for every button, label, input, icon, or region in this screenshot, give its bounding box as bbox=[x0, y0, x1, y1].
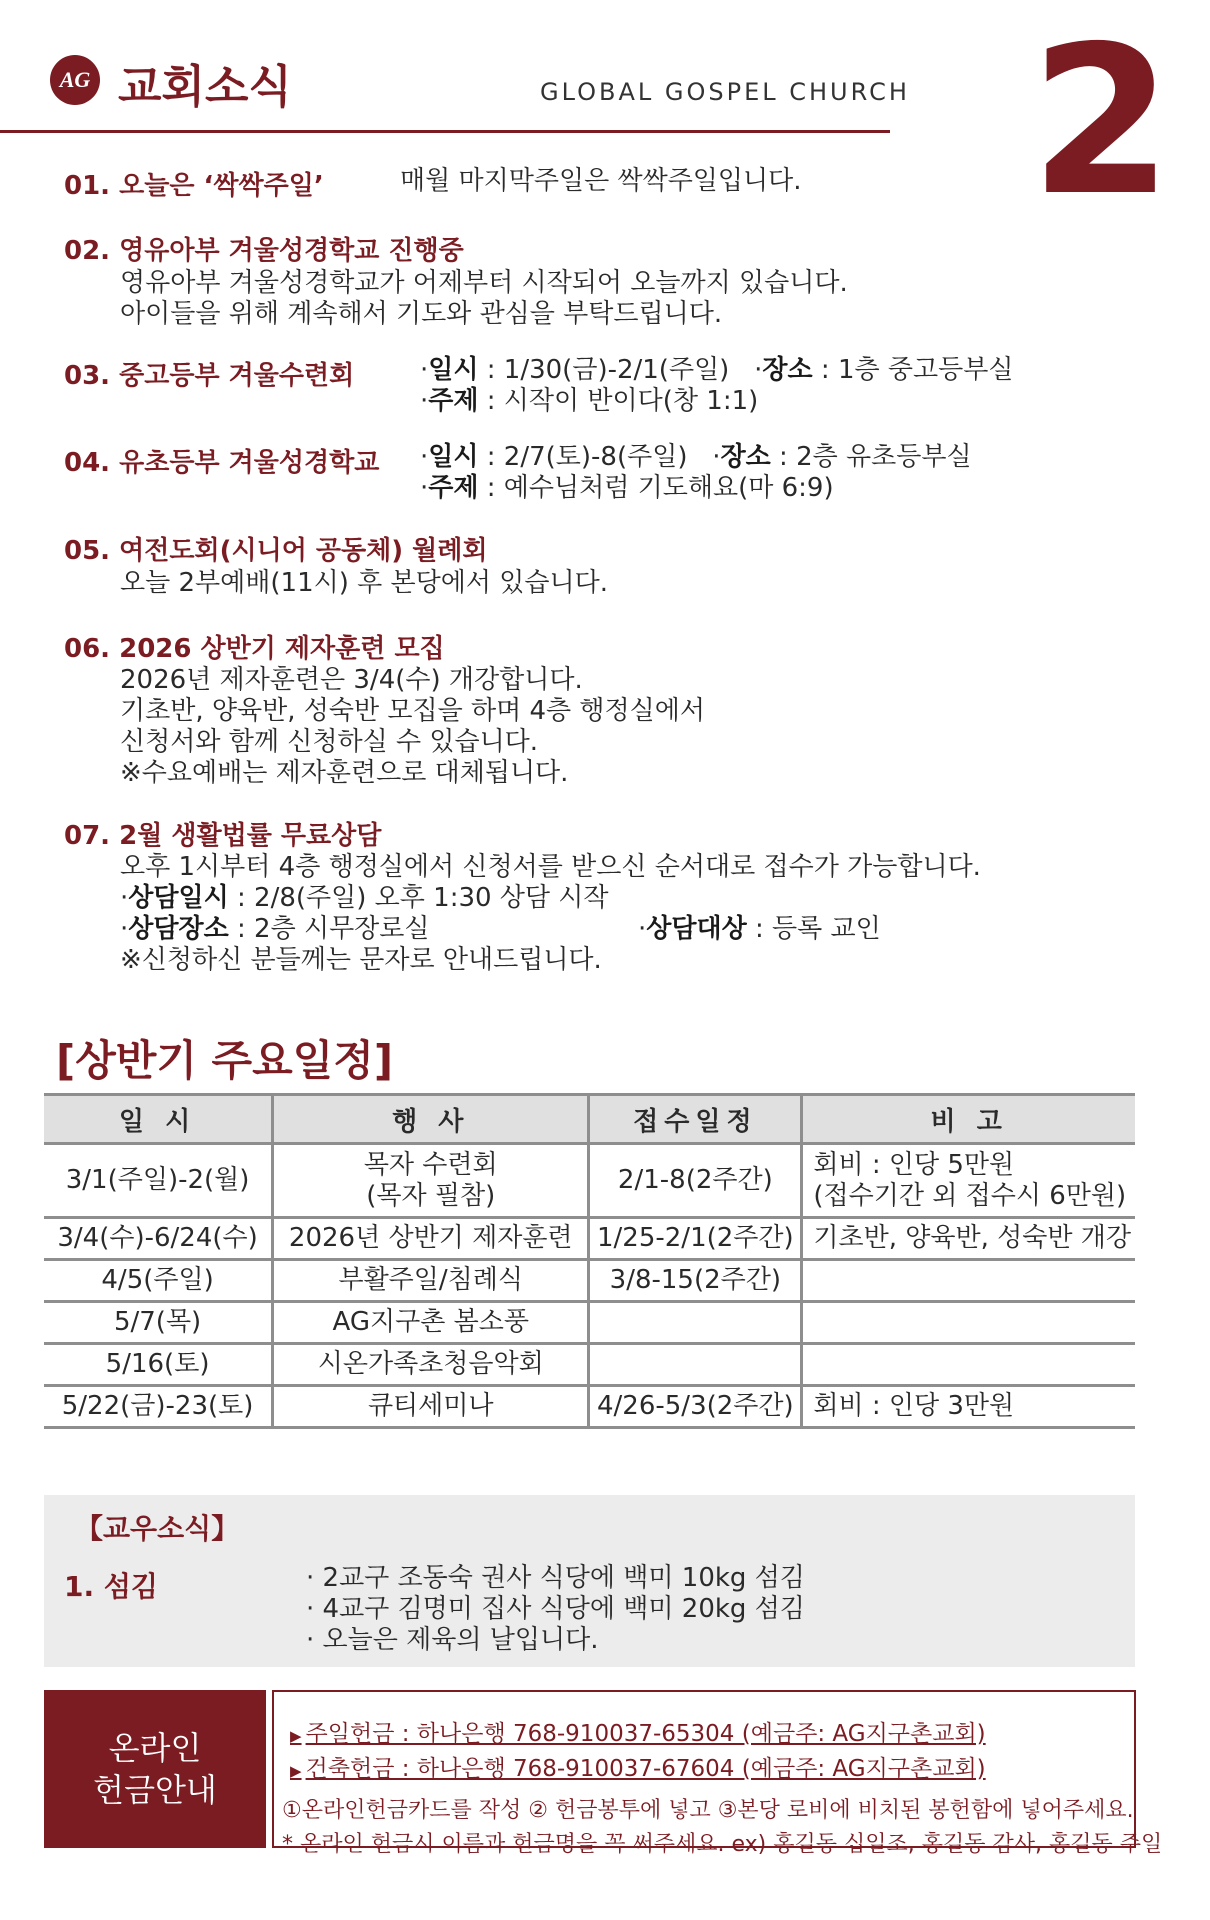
notice-body: 오늘 2부예배(11시) 후 본당에서 있습니다. bbox=[120, 568, 608, 598]
note-cell bbox=[802, 1302, 1135, 1344]
notice-details: ·일시 : 2/7(토)-8(주일) ·장소 : 2층 유초등부실 ·주제 : 예수님처럼 기도해요(마 6:9) bbox=[420, 442, 972, 503]
notice-title: 06. 2026 상반기 제자훈련 모집 bbox=[64, 634, 445, 664]
event-cell: 2026년 상반기 제자훈련 bbox=[273, 1218, 589, 1260]
registration-cell: 1/25-2/1(2주간) bbox=[589, 1218, 802, 1260]
arrow-right-icon: ▶ bbox=[290, 1762, 302, 1780]
arrow-right-icon: ▶ bbox=[290, 1727, 302, 1745]
church-name: GLOBAL GOSPEL CHURCH bbox=[540, 78, 910, 106]
account-line: ▶ 주일헌금 : 하나은행 768-910037-65304 (예금주: AG지구촌교회) bbox=[290, 1721, 986, 1747]
notice-title: 02. 영유아부 겨울성경학교 진행중 bbox=[64, 236, 464, 266]
header-divider bbox=[0, 130, 890, 133]
column-header: 접수일정 bbox=[589, 1095, 802, 1144]
notice-body: 매월 마지막주일은 싹싹주일입니다. bbox=[400, 166, 802, 196]
column-header: 일 시 bbox=[44, 1095, 273, 1144]
date-cell: 5/16(토) bbox=[44, 1344, 273, 1386]
member-news-heading: 【교우소식】 bbox=[75, 1512, 240, 1545]
table-row bbox=[44, 1344, 1135, 1386]
schedule-heading: [상반기 주요일정] bbox=[56, 1036, 394, 1085]
date-cell: 4/5(주일) bbox=[44, 1260, 273, 1302]
table-row bbox=[44, 1302, 1135, 1344]
note-cell: 기초반, 양육반, 성숙반 개강 bbox=[802, 1218, 1135, 1260]
registration-cell: 2/1-8(2주간) bbox=[589, 1144, 802, 1218]
notice-title: 01. 오늘은 ‘싹싹주일’ bbox=[64, 171, 324, 201]
table-row bbox=[44, 1260, 1135, 1302]
online-giving-label: 온라인 헌금안내 bbox=[44, 1690, 266, 1848]
note-cell bbox=[802, 1344, 1135, 1386]
notice-title: 03. 중고등부 겨울수련회 bbox=[64, 361, 355, 391]
note-cell: 회비 : 인당 5만원 (접수기간 외 접수시 6만원) bbox=[802, 1144, 1135, 1218]
notice-body: 2026년 제자훈련은 3/4(수) 개강합니다. 기초반, 양육반, 성숙반 모집을 하며 4층 행정실에서 신청서와 함께 신청하실 수 있습니다. ※수요예배는 제자훈련으로 대체됩니다. bbox=[120, 665, 705, 788]
note-cell bbox=[802, 1260, 1135, 1302]
list-item: · 2교구 조동숙 권사 식당에 백미 10kg 섬김 bbox=[306, 1563, 805, 1593]
event-cell: 큐티세미나 bbox=[273, 1386, 589, 1428]
logo-text: AG bbox=[59, 67, 91, 92]
date-cell: 3/4(수)-6/24(수) bbox=[44, 1218, 273, 1260]
event-cell: 시온가족초청음악회 bbox=[273, 1344, 589, 1386]
notice-title: 07. 2월 생활법률 무료상담 bbox=[64, 821, 382, 851]
page-number: 2 bbox=[1030, 3, 1173, 241]
column-header: 행 사 bbox=[273, 1095, 589, 1144]
account-line: ▶ 건축헌금 : 하나은행 768-910037-67604 (예금주: AG지구촌교회) bbox=[290, 1756, 986, 1782]
registration-cell: 4/26-5/3(2주간) bbox=[589, 1386, 802, 1428]
event-cell: AG지구촌 봄소풍 bbox=[273, 1302, 589, 1344]
notice-title: 04. 유초등부 겨울성경학교 bbox=[64, 448, 380, 478]
page-title: 교회소식 bbox=[118, 60, 292, 113]
table-row bbox=[44, 1386, 1135, 1428]
note-cell: 회비 : 인당 3만원 bbox=[802, 1386, 1135, 1428]
date-cell: 5/7(목) bbox=[44, 1302, 273, 1344]
date-cell: 5/22(금)-23(토) bbox=[44, 1386, 273, 1428]
table-row bbox=[44, 1218, 1135, 1260]
date-cell: 3/1(주일)-2(월) bbox=[44, 1144, 273, 1218]
member-news-title: 1. 섬김 bbox=[64, 1570, 158, 1603]
table-row bbox=[44, 1144, 1135, 1218]
giving-note: * 온라인 헌금시 이름과 헌금명을 꼭 써주세요. ex) 홍길동 십일조, 홍길동 감사, 홍길동 주일 bbox=[282, 1832, 1163, 1857]
member-news-list bbox=[306, 1563, 805, 1656]
schedule-table bbox=[44, 1093, 1135, 1429]
notice-details: ·일시 : 1/30(금)-2/1(주일) ·장소 : 1층 중고등부실 ·주제 : 시작이 반이다(창 1:1) bbox=[420, 355, 1014, 416]
event-cell: 부활주일/침례식 bbox=[273, 1260, 589, 1302]
registration-cell: 3/8-15(2주간) bbox=[589, 1260, 802, 1302]
list-item: · 오늘은 제육의 날입니다. bbox=[306, 1625, 599, 1655]
giving-instruction: ①온라인헌금카드를 작성 ② 헌금봉투에 넣고 ③본당 로비에 비치된 봉헌함에 넣어주세요. bbox=[282, 1798, 1134, 1823]
registration-cell bbox=[589, 1344, 802, 1386]
registration-cell bbox=[589, 1302, 802, 1344]
event-cell: 목자 수련회 (목자 필참) bbox=[273, 1144, 589, 1218]
notice-body: 영유아부 겨울성경학교가 어제부터 시작되어 오늘까지 있습니다. 아이들을 위해 계속해서 기도와 관심을 부탁드립니다. bbox=[120, 268, 848, 329]
church-logo bbox=[50, 55, 100, 105]
list-item: · 4교구 김명미 집사 식당에 백미 20kg 섬김 bbox=[306, 1594, 805, 1624]
notice-title: 05. 여전도회(시니어 공동체) 월례회 bbox=[64, 536, 488, 566]
notice-body: 오후 1시부터 4층 행정실에서 신청서를 받으신 순서대로 접수가 가능합니다. ·상담일시 : 2/8(주일) 오후 1:30 상담 시작 ·상담장소 : 2층 시무장로실 ·상담대상 : 등록 교인 ※신청하신 분들께는 문자로 안내드립니다. bbox=[120, 852, 981, 975]
table-header-row bbox=[44, 1095, 1135, 1144]
column-header: 비 고 bbox=[802, 1095, 1135, 1144]
